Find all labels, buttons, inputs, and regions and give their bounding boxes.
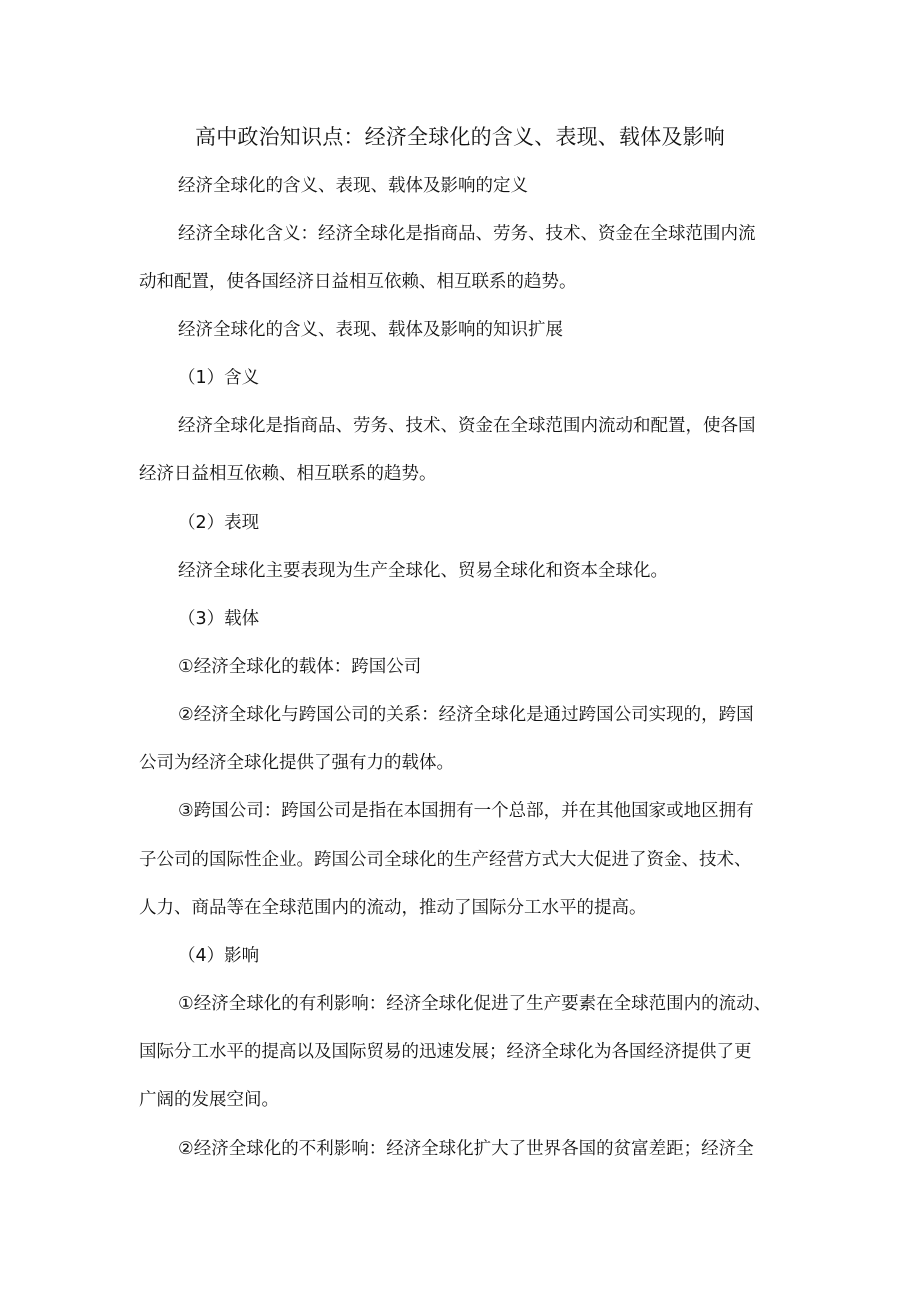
impact-item-1-line-1: ①经济全球化的有利影响：经济全球化促进了生产要素在全球范围内的流动、 bbox=[178, 994, 772, 1014]
impact-item-2-line-1: ②经济全球化的不利影响：经济全球化扩大了世界各国的贫富差距；经济全 bbox=[178, 1139, 754, 1159]
heading-manifestation: （2）表现 bbox=[178, 513, 260, 533]
carrier-item-3-line-1: ③跨国公司：跨国公司是指在本国拥有一个总部，并在其他国家或地区拥有 bbox=[178, 801, 754, 821]
impact-item-1-line-3: 广阔的发展空间。 bbox=[139, 1090, 279, 1110]
carrier-item-3-line-2: 子公司的国际性企业。跨国公司全球化的生产经营方式大大促进了资金、技术、 bbox=[139, 850, 752, 870]
meaning-text-line-2: 经济日益相互依赖、相互联系的趋势。 bbox=[139, 464, 437, 484]
page-title: 高中政治知识点：经济全球化的含义、表现、载体及影响 bbox=[195, 125, 725, 149]
carrier-item-3-line-3: 人力、商品等在全球范围内的流动，推动了国际分工水平的提高。 bbox=[139, 898, 647, 918]
carrier-item-2-line-2: 公司为经济全球化提供了强有力的载体。 bbox=[139, 753, 454, 773]
section-heading-extension: 经济全球化的含义、表现、载体及影响的知识扩展 bbox=[178, 320, 563, 340]
section-heading-definition: 经济全球化的含义、表现、载体及影响的定义 bbox=[178, 176, 528, 196]
carrier-item-2-line-1: ②经济全球化与跨国公司的关系：经济全球化是通过跨国公司实现的，跨国 bbox=[178, 705, 754, 725]
heading-carrier: （3）载体 bbox=[178, 609, 260, 629]
meaning-text-line-1: 经济全球化是指商品、劳务、技术、资金在全球范围内流动和配置，使各国 bbox=[178, 416, 756, 436]
definition-text-line-1: 经济全球化含义：经济全球化是指商品、劳务、技术、资金在全球范围内流 bbox=[178, 224, 756, 244]
heading-meaning: （1）含义 bbox=[178, 368, 260, 388]
definition-text-line-2: 动和配置，使各国经济日益相互依赖、相互联系的趋势。 bbox=[139, 272, 577, 292]
carrier-item-1: ①经济全球化的载体：跨国公司 bbox=[178, 657, 422, 677]
manifestation-text-line-1: 经济全球化主要表现为生产全球化、贸易全球化和资本全球化。 bbox=[178, 561, 668, 581]
impact-item-1-line-2: 国际分工水平的提高以及国际贸易的迅速发展；经济全球化为各国经济提供了更 bbox=[139, 1042, 752, 1062]
heading-impact: （4）影响 bbox=[178, 946, 260, 966]
